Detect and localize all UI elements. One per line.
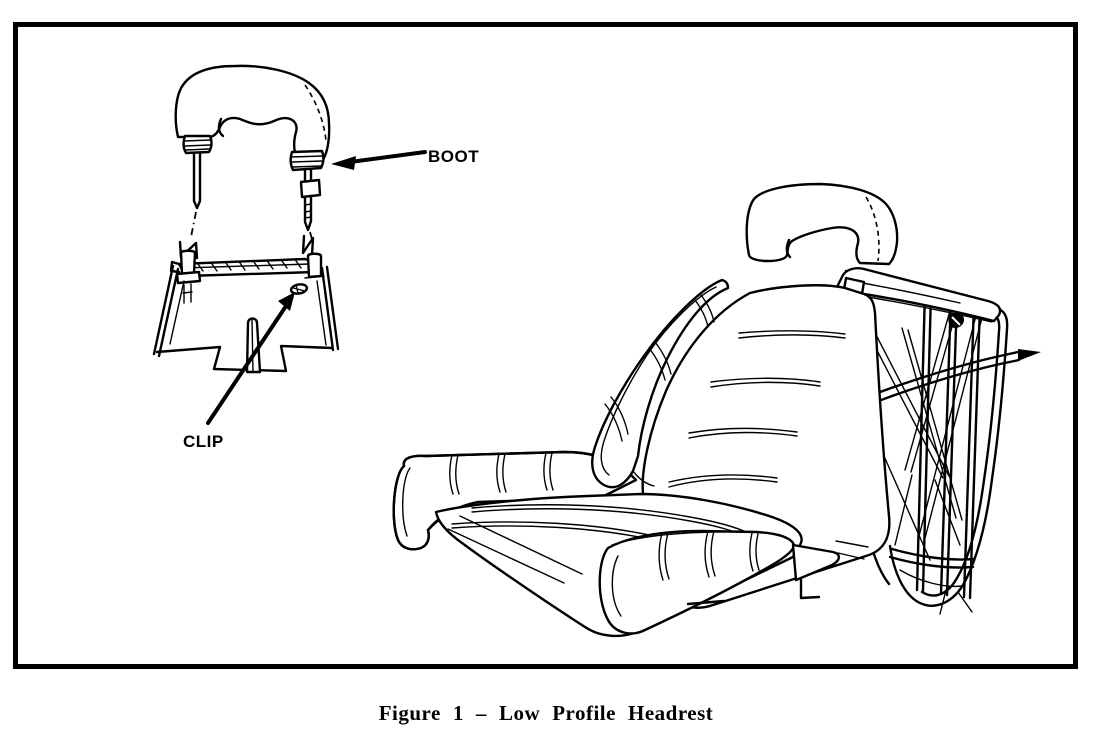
headrest-boot-right	[291, 151, 324, 170]
post-sleeve-left	[181, 251, 195, 274]
headrest-post-left	[180, 153, 200, 258]
seat-headrest-installed	[747, 184, 897, 264]
figure-caption: Figure 1 – Low Profile Headrest	[378, 701, 714, 725]
headrest-post-right	[301, 170, 320, 255]
latch-rod-tip	[1018, 349, 1041, 361]
boot-arrow	[350, 152, 425, 162]
boot-arrowhead-icon	[331, 156, 356, 170]
exploded-headrest-view	[154, 66, 479, 451]
seat-assembly-view	[394, 184, 1041, 636]
headrest-boot-left	[184, 136, 212, 153]
post-sleeve-right	[308, 254, 321, 277]
boot-callout	[331, 147, 479, 170]
clip-label: CLIP	[183, 432, 224, 451]
boot-label: BOOT	[428, 147, 480, 166]
seatback-receiver	[154, 251, 338, 372]
